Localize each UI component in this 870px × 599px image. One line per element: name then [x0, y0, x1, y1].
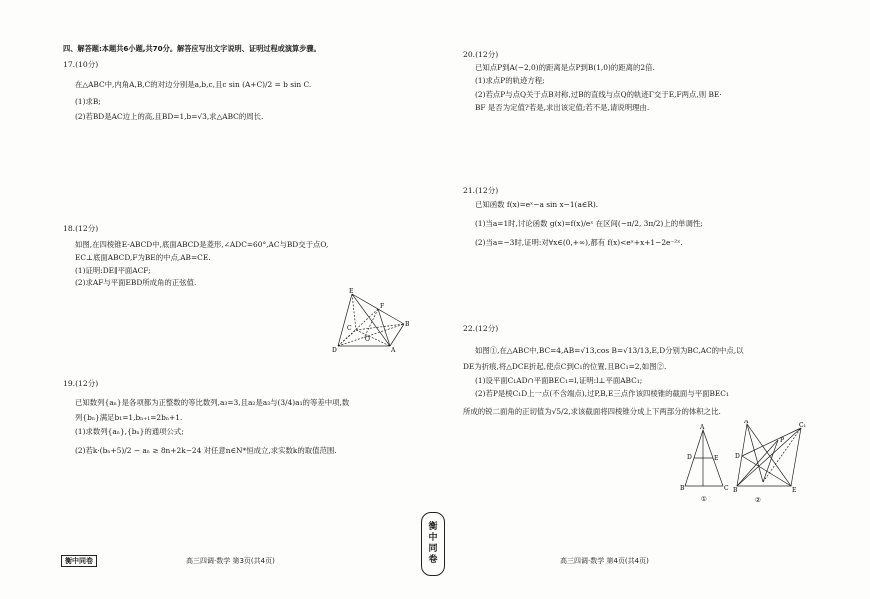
fig1-caption: ①: [701, 495, 707, 503]
q22-line1: 如图①,在△ABC中,BC=4,AB=√13,cos B=√13/13,E,D分别为BC,AC的中点,以: [475, 346, 744, 355]
q17-line1: 在△ABC中,内角A,B,C的对边分别是a,b,c,且c sin (A+C)/2 = b sin C.: [75, 80, 312, 89]
q22-figure-1: [675, 424, 735, 504]
fig1-label-B: B: [680, 485, 685, 492]
q22-part1: (1)设平面C₁AD∩平面BEC₁=l,证明:l⊥平面ABC₁;: [475, 376, 643, 385]
q21-part1: (1)当a=1时,讨论函数 g(x)=f(x)/eˣ 在区间(−π/2, 3π/2)上的单调性;: [475, 219, 703, 228]
footer-brand-label: 衡中同卷: [61, 555, 97, 567]
q18-label-A: A: [391, 347, 396, 354]
q18-part1: (1)证明:DE∥平面ACF;: [75, 266, 151, 275]
q18-number: 18.(12分): [63, 224, 99, 233]
q17-part1: (1)求B;: [75, 97, 101, 106]
fig2-label-C1: C₁: [799, 422, 806, 429]
q18-label-D: D: [332, 347, 337, 354]
q20-part2: (2)若点P与点Q关于点B对称,过B的直线与点Q的轨迹Γ交于E,F两点,则 BE·: [475, 90, 722, 99]
fig2-label-D: D: [735, 453, 740, 460]
q18-line2: EC⊥底面ABCD,F为BE的中点,AB=CE.: [75, 253, 211, 262]
seal-char-4: 卷: [428, 555, 438, 565]
fig2-label-P: P: [780, 437, 785, 444]
q18-line1: 如图,在四棱锥E-ABCD中,底面ABCD是菱形,∠ADC=60°,AC与BD交于点O,: [75, 240, 329, 249]
q18-label-B: B: [405, 321, 410, 328]
seal-char-3: 同: [428, 544, 438, 554]
q19-part1: (1)求数列{aₙ},{bₙ}的通项公式;: [75, 427, 184, 436]
q18-part2: (2)求AF与平面EBD所成角的正弦值.: [75, 278, 197, 287]
q20-line1: 已知点P到A(−2,0)的距离是点P到B(1,0)的距离的2倍.: [475, 63, 655, 72]
q18-label-E: E: [349, 288, 354, 295]
right-page: [435, 0, 870, 599]
q19-line2: 列{bₙ}满足b₁=1,bₙ₊₁=2bₙ+1.: [75, 413, 183, 422]
fig1-label-A: A: [700, 424, 705, 431]
fig1-label-D: D: [687, 454, 692, 461]
q17-number: 17.(10分): [63, 60, 99, 69]
fig2-caption: ②: [755, 496, 761, 504]
fig2-label-B: B: [733, 487, 738, 494]
fig1-label-E: E: [714, 455, 719, 462]
footer-page-3: 高三四调·数学 第3页(共4页): [186, 557, 275, 565]
q21-number: 21.(12分): [463, 186, 499, 195]
q18-pyramid-figure: [330, 286, 410, 356]
q20-part1: (1)求点P的轨迹方程;: [475, 76, 545, 85]
q21-part2: (2)当a=−3时,证明:对∀x∈(0,+∞),都有 f(x)<eˣ+x+1−2e⁻²ˣ.: [475, 238, 683, 247]
q19-number: 19.(12分): [63, 379, 99, 388]
section-header: 四、解答题:本题共6小题,共70分。解答应写出文字说明、证明过程或演算步骤。: [63, 44, 321, 53]
q18-label-F: F: [380, 303, 385, 310]
q18-label-O: O: [365, 336, 370, 343]
q21-line1: 已知函数 f(x)=eˣ−a sin x−1(a∈R).: [475, 200, 599, 209]
q20-part2-cont: BF 是否为定值?若是,求出该定值;若不是,请说明理由.: [475, 103, 650, 112]
q22-figure-2: [733, 420, 813, 504]
q18-label-C: C: [347, 325, 352, 332]
fig2-label-E: E: [792, 487, 797, 494]
q20-number: 20.(12分): [463, 50, 499, 59]
q22-part2-cont: 所成的锐二面角的正切值为√5/2,求该截面将四棱锥分成上下两部分的体积之比.: [463, 407, 721, 416]
footer-page-4: 高三四调·数学 第4页(共4页): [560, 557, 649, 565]
q17-part2: (2)若BD是AC边上的高,且BD=1,b=√3,求△ABC的周长.: [75, 112, 264, 121]
q22-part2: (2)若P是棱C₁D上一点(不含端点),过P,B,E三点作该四棱锥的截面与平面BEC₁: [475, 389, 729, 398]
seal-char-1: 衡: [428, 522, 438, 532]
fig2-label-A: A: [744, 420, 749, 425]
q19-line1: 已知数列{aₙ}是各项都为正整数的等比数列,a₃=3,且a₂是a₃与(3/4)a₁的等差中项,数: [75, 398, 350, 407]
seal-char-2: 中: [428, 533, 438, 543]
q19-part2: (2)若k·(bₙ+5)/2 − aₙ ≥ 8n+2k−24 对任意n∈N*恒成立,求实数k的取值范围.: [75, 446, 337, 455]
q22-number: 22.(12分): [463, 324, 499, 333]
q22-line2: DE为折痕,将△DCE折起,使点C到C₁的位置,且BC₁=2,如图②.: [463, 362, 667, 371]
fig1-label-C: C: [724, 485, 729, 492]
